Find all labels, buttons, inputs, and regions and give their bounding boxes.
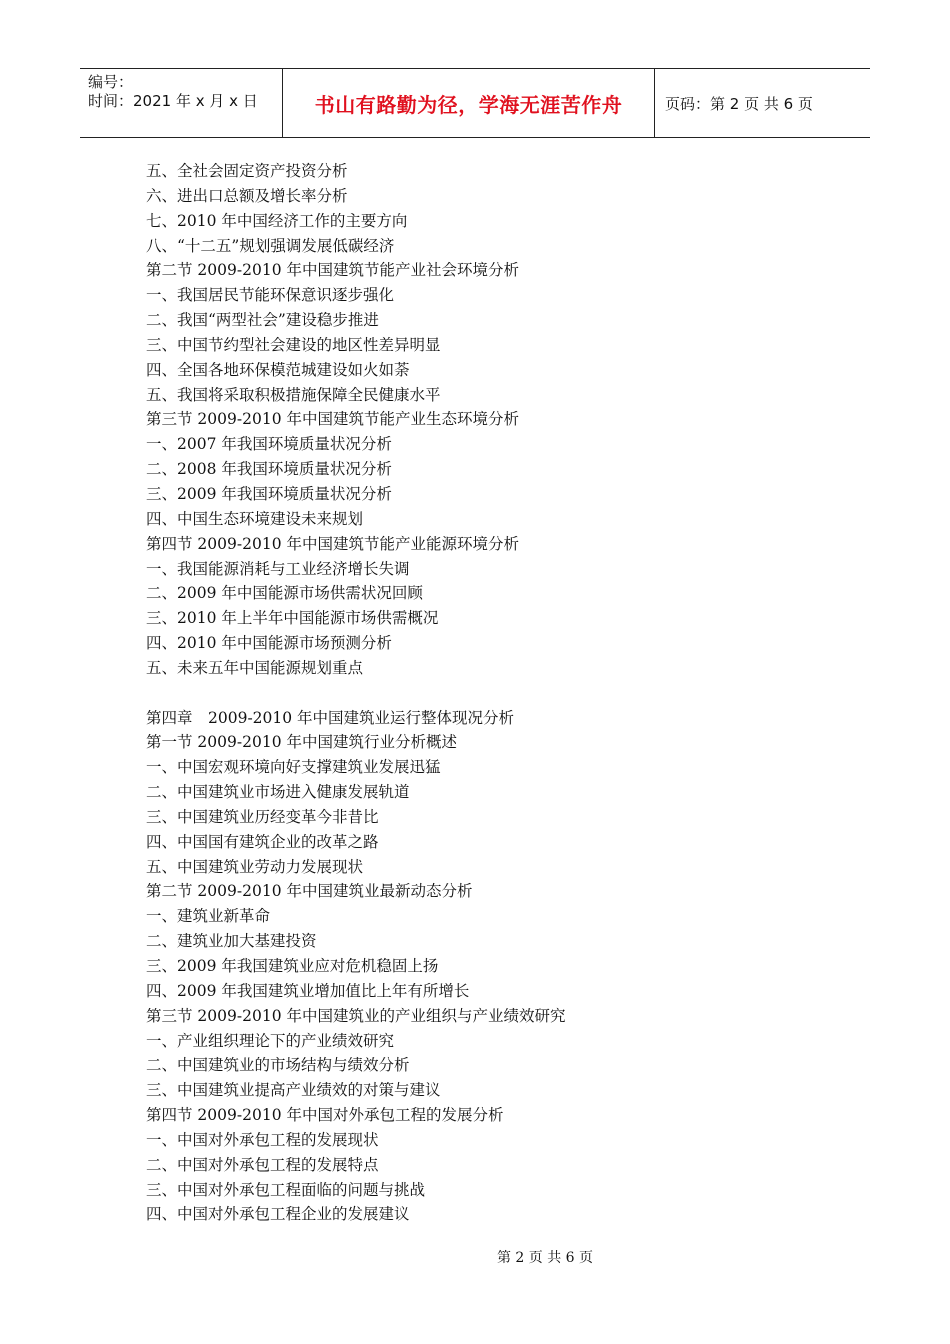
toc-entry: 一、产业组织理论下的产业绩效研究	[146, 1031, 395, 1050]
toc-entry: 一、我国居民节能环保意识逐步强化	[146, 286, 395, 305]
toc-entry: 二、2009 年中国能源市场供需状况回顾	[146, 584, 423, 603]
header-page-number: 页码：第 2 页 共 6 页	[665, 94, 813, 113]
toc-entry: 二、建筑业加大基建投资	[146, 932, 317, 951]
toc-entry: 第二节 2009-2010 年中国建筑节能产业社会环境分析	[146, 261, 519, 280]
toc-entry: 三、中国对外承包工程面临的问题与挑战	[146, 1180, 426, 1199]
toc-entry: 一、我国能源消耗与工业经济增长失调	[146, 559, 410, 578]
toc-entry: 第一节 2009-2010 年中国建筑行业分析概述	[146, 733, 457, 752]
toc-entry: 五、全社会固定资产投资分析	[146, 162, 348, 180]
toc-entry: 四、2010 年中国能源市场预测分析	[146, 634, 392, 653]
toc-entry: 七、2010 年中国经济工作的主要方向	[146, 211, 408, 230]
toc-entry: 三、2010 年上半年中国能源市场供需概况	[146, 609, 439, 628]
toc-entry: 三、中国节约型社会建设的地区性差异明显	[146, 335, 441, 354]
header-meta	[80, 69, 283, 137]
page-header	[80, 68, 870, 138]
toc-entry: 一、中国宏观环境向好支撑建筑业发展迅猛	[146, 758, 441, 777]
toc-entry: 三、2009 年我国环境质量状况分析	[146, 484, 392, 503]
toc-entry: 四、2009 年我国建筑业增加值比上年有所增长	[146, 981, 470, 1000]
toc-entry: 五、未来五年中国能源规划重点	[146, 658, 364, 677]
toc-section-2	[146, 706, 846, 1228]
table-of-contents	[146, 159, 846, 1227]
page-footer: 第 2 页 共 6 页	[496, 1250, 594, 1266]
toc-entry: 二、2008 年我国环境质量状况分析	[146, 460, 392, 479]
toc-entry: 第三节 2009-2010 年中国建筑业的产业组织与产业绩效研究	[146, 1006, 566, 1025]
toc-entry: 四、全国各地环保模范城建设如火如荼	[146, 360, 410, 379]
toc-entry: 八、“十二五”规划强调发展低碳经济	[146, 236, 395, 255]
toc-entry: 第三节 2009-2010 年中国建筑节能产业生态环境分析	[146, 410, 519, 429]
header-motto: 书山有路勤为径，学海无涯苦作舟	[283, 69, 655, 137]
toc-entry: 第四章 2009-2010 年中国建筑业运行整体现况分析	[146, 708, 515, 727]
document-number-label: 编号：	[88, 73, 134, 91]
toc-entry: 二、中国建筑业市场进入健康发展轨道	[146, 783, 410, 802]
toc-entry: 三、2009 年我国建筑业应对危机稳固上扬	[146, 957, 439, 975]
toc-entry: 第四节 2009-2010 年中国对外承包工程的发展分析	[146, 1106, 504, 1125]
toc-entry: 五、中国建筑业劳动力发展现状	[146, 857, 364, 876]
toc-entry: 四、中国生态环境建设未来规划	[146, 509, 364, 528]
toc-section-gap	[146, 681, 846, 706]
toc-entry: 二、中国对外承包工程的发展特点	[146, 1155, 379, 1174]
toc-entry: 三、中国建筑业提高产业绩效的对策与建议	[146, 1081, 441, 1100]
toc-section-1	[146, 159, 846, 681]
toc-entry: 一、中国对外承包工程的发展现状	[146, 1130, 379, 1149]
toc-entry: 第四节 2009-2010 年中国建筑节能产业能源环境分析	[146, 534, 519, 553]
toc-entry: 第二节 2009-2010 年中国建筑业最新动态分析	[146, 882, 473, 901]
toc-entry: 四、中国对外承包工程企业的发展建议	[146, 1205, 410, 1224]
toc-entry: 二、中国建筑业的市场结构与绩效分析	[146, 1056, 410, 1075]
toc-entry: 六、进出口总额及增长率分析	[146, 186, 348, 205]
toc-entry: 四、中国国有建筑企业的改革之路	[146, 832, 379, 851]
toc-entry: 三、中国建筑业历经变革今非昔比	[146, 807, 379, 826]
document-date-label: 时间：2021 年 x 月 x 日	[88, 92, 258, 110]
toc-entry: 一、2007 年我国环境质量状况分析	[146, 435, 392, 454]
toc-entry: 二、我国“两型社会”建设稳步推进	[146, 311, 379, 330]
toc-entry: 一、建筑业新革命	[146, 907, 271, 926]
toc-entry: 五、我国将采取积极措施保障全民健康水平	[146, 385, 441, 404]
